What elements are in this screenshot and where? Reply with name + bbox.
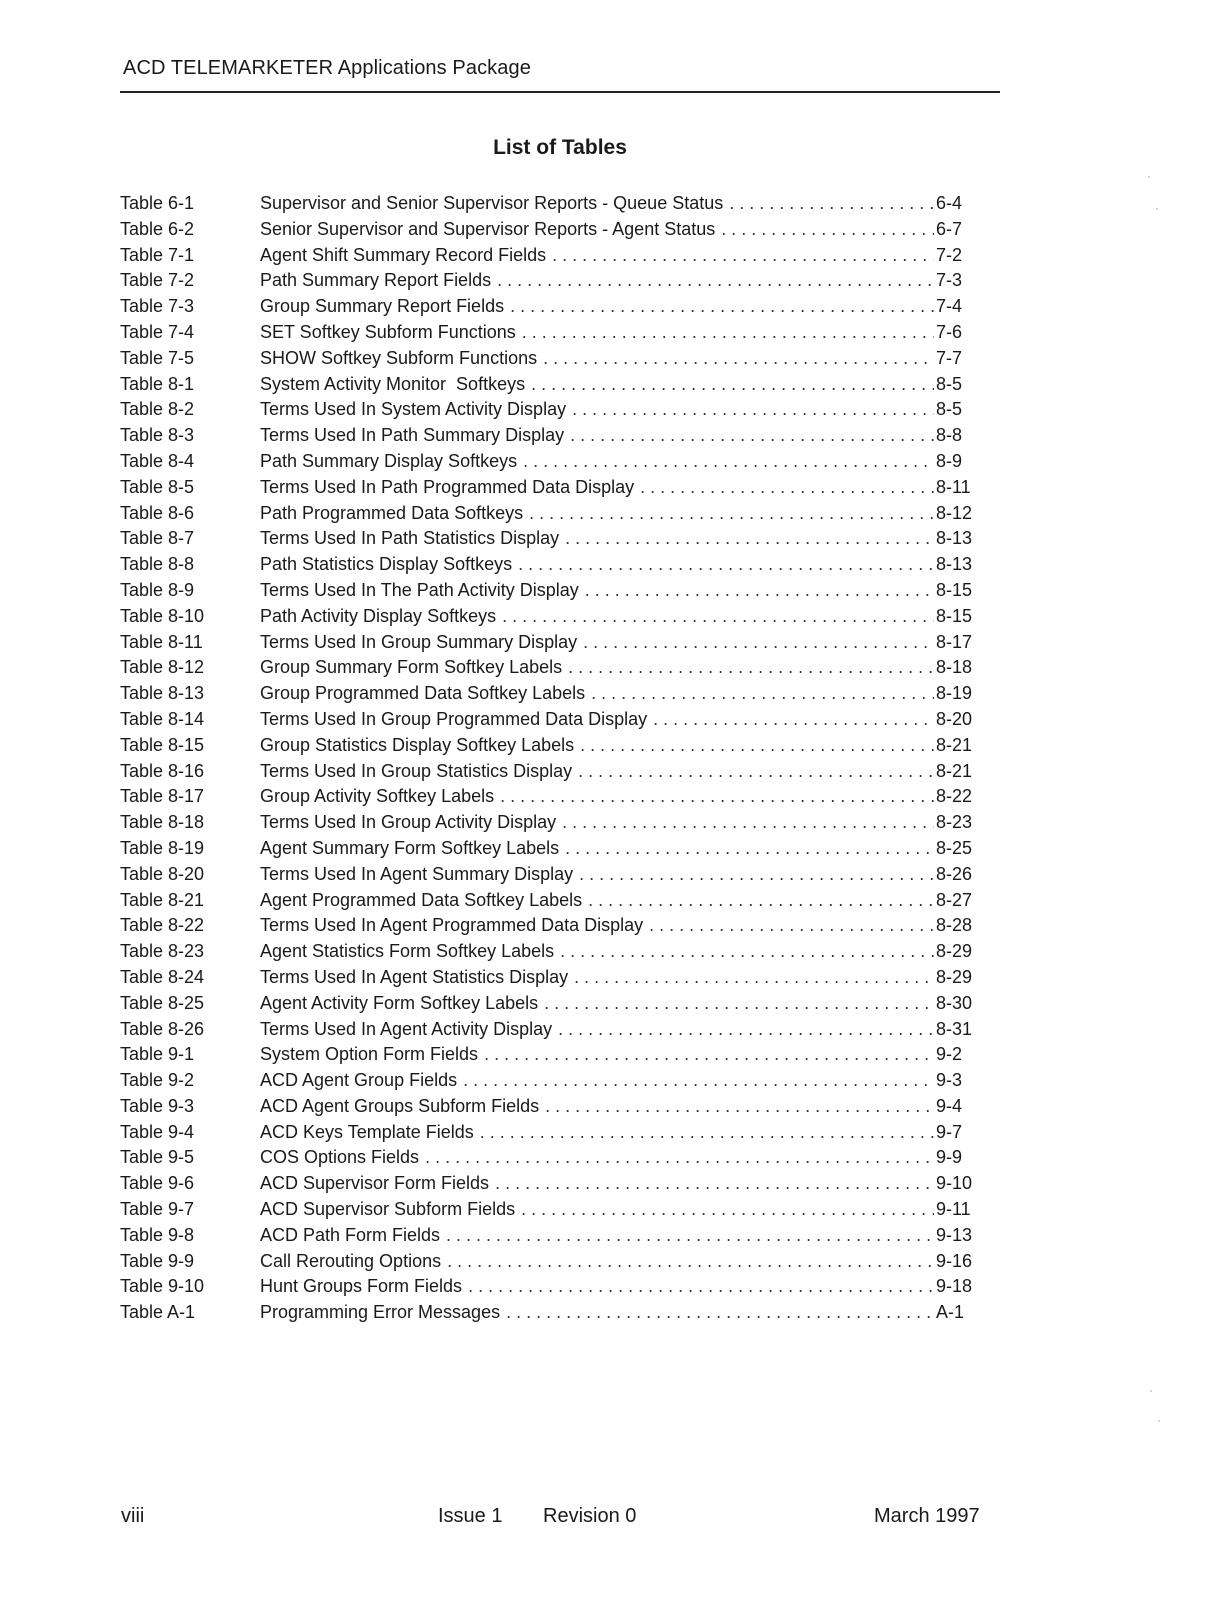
table-title: Path Statistics Display Softkeys — [260, 554, 513, 575]
table-number: Table 9-10 — [120, 1276, 205, 1297]
dot-leader — [588, 888, 934, 914]
page-reference: 8-29 — [936, 941, 973, 962]
list-item — [120, 243, 980, 269]
list-item — [120, 681, 980, 707]
list-item — [120, 501, 980, 527]
table-number: Table 9-5 — [120, 1147, 195, 1168]
table-number: Table 8-6 — [120, 502, 195, 523]
table-number: Table 8-24 — [120, 966, 205, 987]
page-reference: 7-7 — [936, 347, 963, 368]
list-item — [120, 733, 980, 759]
table-title: ACD Path Form Fields — [260, 1224, 441, 1245]
dot-leader — [583, 630, 934, 656]
list-of-tables — [120, 191, 980, 1326]
dot-leader — [510, 294, 934, 320]
list-item — [120, 913, 980, 939]
footer-page-number: viii — [121, 1505, 145, 1527]
list-item — [120, 655, 980, 681]
table-title: Terms Used In Group Programmed Data Display — [260, 708, 648, 729]
page-reference: 8-8 — [936, 425, 963, 446]
list-item — [120, 604, 980, 630]
dot-leader — [521, 1197, 934, 1223]
table-number: Table 8-8 — [120, 554, 195, 575]
list-item — [120, 1094, 980, 1120]
table-number: Table 9-2 — [120, 1070, 195, 1091]
table-title: Agent Summary Form Softkey Labels — [260, 837, 560, 858]
page-reference: 8-28 — [936, 915, 973, 936]
page-reference: 9-3 — [936, 1070, 963, 1091]
page-reference: 8-26 — [936, 863, 973, 884]
page-reference: 8-15 — [936, 605, 973, 626]
table-title: Path Activity Display Softkeys — [260, 605, 497, 626]
table-title: Supervisor and Senior Supervisor Reports - Queue Status — [260, 193, 724, 213]
table-title: Terms Used In System Activity Display — [260, 399, 567, 420]
list-item — [120, 217, 980, 243]
page-reference: 8-19 — [936, 683, 973, 704]
page-reference: 8-31 — [936, 1018, 973, 1039]
table-title: Terms Used In Path Statistics Display — [260, 528, 560, 549]
header-divider — [120, 91, 1000, 93]
page-reference: 8-27 — [936, 889, 973, 910]
list-item — [120, 1249, 980, 1275]
table-title: Group Programmed Data Softkey Labels — [260, 683, 586, 704]
table-title: Path Summary Display Softkeys — [260, 450, 518, 471]
dot-leader — [649, 913, 934, 939]
table-title: Terms Used In Agent Summary Display — [260, 863, 574, 884]
dot-leader — [522, 320, 934, 346]
table-number: Table 9-1 — [120, 1044, 195, 1065]
table-title: System Option Form Fields — [260, 1044, 479, 1065]
page-reference: 8-21 — [936, 734, 973, 755]
list-item — [120, 784, 980, 810]
page-reference: 9-9 — [936, 1147, 963, 1168]
page-reference: 8-13 — [936, 528, 973, 549]
table-number: Table 7-1 — [120, 244, 195, 265]
dot-leader — [529, 501, 934, 527]
table-number: Table 9-6 — [120, 1173, 195, 1194]
list-item — [120, 294, 980, 320]
list-item — [120, 862, 980, 888]
dot-leader — [578, 759, 934, 785]
table-title: Terms Used In Group Summary Display — [260, 631, 578, 652]
page-reference: 7-2 — [936, 244, 963, 265]
list-item — [120, 1145, 980, 1171]
list-item — [120, 552, 980, 578]
page-reference: 9-7 — [936, 1121, 963, 1142]
page-reference: 8-5 — [936, 399, 963, 420]
table-title: ACD Keys Template Fields — [260, 1121, 474, 1142]
page-reference: 8-12 — [936, 502, 973, 523]
list-item — [120, 526, 980, 552]
list-item — [120, 1042, 980, 1068]
table-title: Senior Supervisor and Supervisor Reports - Agent Status — [260, 218, 716, 239]
page-reference: 7-4 — [936, 296, 963, 317]
page-reference: 8-18 — [936, 657, 973, 678]
table-title: ACD Supervisor Form Fields — [260, 1173, 490, 1194]
table-number: Table 9-3 — [120, 1095, 195, 1116]
page-title: List of Tables — [493, 136, 627, 159]
page-reference: 8-20 — [936, 708, 973, 729]
dot-leader — [565, 836, 934, 862]
page-reference: 8-9 — [936, 450, 963, 471]
table-number: Table 7-2 — [120, 270, 195, 291]
dot-leader — [502, 604, 934, 630]
page-reference: 6-7 — [936, 218, 963, 239]
dot-leader — [570, 423, 934, 449]
list-item — [120, 346, 980, 372]
scan-speck — [1158, 1420, 1160, 1422]
dot-leader — [463, 1068, 934, 1094]
table-number: Table 8-3 — [120, 425, 195, 446]
page-reference: A-1 — [936, 1302, 965, 1323]
table-title: COS Options Fields — [260, 1147, 420, 1168]
list-item — [120, 707, 980, 733]
table-number: Table 7-3 — [120, 296, 195, 317]
dot-leader — [560, 939, 934, 965]
table-number: Table 8-22 — [120, 915, 205, 936]
table-number: Table 6-1 — [120, 193, 195, 213]
page-reference: 8-5 — [936, 373, 963, 394]
table-number: Table 8-5 — [120, 476, 195, 497]
scan-speck — [1156, 208, 1158, 210]
footer-revision: Revision 0 — [543, 1505, 637, 1527]
table-number: Table 8-20 — [120, 863, 205, 884]
dot-leader — [497, 268, 934, 294]
dot-leader — [721, 217, 934, 243]
page-reference: 9-16 — [936, 1250, 973, 1271]
table-title: Path Summary Report Fields — [260, 270, 492, 291]
table-title: SET Softkey Subform Functions — [260, 321, 516, 342]
table-title: ACD Agent Groups Subform Fields — [260, 1095, 540, 1116]
table-title: Group Summary Form Softkey Labels — [260, 657, 563, 678]
table-number: Table 8-9 — [120, 579, 195, 600]
table-title: Agent Activity Form Softkey Labels — [260, 992, 539, 1013]
list-item — [120, 578, 980, 604]
page-reference: 9-10 — [936, 1173, 973, 1194]
list-item — [120, 397, 980, 423]
list-item — [120, 1197, 980, 1223]
page-reference: 8-30 — [936, 992, 973, 1013]
dot-leader — [480, 1120, 934, 1146]
list-item — [120, 630, 980, 656]
table-title: Terms Used In Agent Statistics Display — [260, 966, 569, 987]
table-title: Agent Shift Summary Record Fields — [260, 244, 547, 265]
table-title: Path Programmed Data Softkeys — [260, 502, 524, 523]
table-title: Programming Error Messages — [260, 1302, 501, 1323]
page-reference: 8-11 — [936, 476, 971, 497]
table-title: Terms Used In The Path Activity Display — [260, 579, 579, 600]
page-reference: 8-15 — [936, 579, 973, 600]
list-item — [120, 1223, 980, 1249]
dot-leader — [572, 397, 934, 423]
list-item — [120, 1068, 980, 1094]
scan-speck — [1150, 1390, 1152, 1392]
list-item — [120, 836, 980, 862]
table-number: Table 8-12 — [120, 657, 205, 678]
page-reference: 9-4 — [936, 1095, 963, 1116]
dot-leader — [446, 1223, 934, 1249]
dot-leader — [484, 1042, 934, 1068]
table-number: Table 8-10 — [120, 605, 205, 626]
table-number: Table 8-7 — [120, 528, 195, 549]
list-item — [120, 449, 980, 475]
dot-leader — [574, 965, 934, 991]
table-number: Table 8-19 — [120, 837, 205, 858]
table-title: Group Activity Softkey Labels — [260, 786, 495, 807]
dot-leader — [544, 991, 934, 1017]
dot-leader — [558, 1017, 934, 1043]
table-number: Table 6-2 — [120, 218, 195, 239]
table-title: System Activity Monitor Softkeys — [260, 373, 526, 394]
dot-leader — [591, 681, 934, 707]
table-number: Table 7-5 — [120, 347, 195, 368]
table-title: Terms Used In Agent Programmed Data Display — [260, 915, 644, 936]
page-reference: 8-23 — [936, 812, 973, 833]
dot-leader — [565, 526, 934, 552]
table-number: Table 8-25 — [120, 992, 205, 1013]
list-item — [120, 991, 980, 1017]
page-reference: 7-6 — [936, 321, 963, 342]
dot-leader — [545, 1094, 934, 1120]
table-title: Terms Used In Path Summary Display — [260, 425, 565, 446]
list-item — [120, 475, 980, 501]
table-title: Terms Used In Path Programmed Data Display — [260, 476, 635, 497]
table-title: ACD Agent Group Fields — [260, 1070, 458, 1091]
dot-leader — [531, 372, 934, 398]
table-title: Group Statistics Display Softkey Labels — [260, 734, 575, 755]
table-title: Agent Programmed Data Softkey Labels — [260, 889, 583, 910]
list-item — [120, 1017, 980, 1043]
page-reference: 9-11 — [936, 1199, 971, 1220]
page-reference: 8-21 — [936, 760, 973, 781]
table-number: Table 8-13 — [120, 683, 205, 704]
table-number: Table 9-9 — [120, 1250, 195, 1271]
table-number: Table 8-18 — [120, 812, 205, 833]
list-item — [120, 191, 980, 217]
table-number: Table A-1 — [120, 1302, 196, 1323]
page-reference: 8-25 — [936, 837, 973, 858]
page-reference: 7-3 — [936, 270, 963, 291]
table-number: Table 8-26 — [120, 1018, 205, 1039]
list-item — [120, 1171, 980, 1197]
table-title: Group Summary Report Fields — [260, 296, 505, 317]
table-title: Call Rerouting Options — [260, 1250, 442, 1271]
dot-leader — [506, 1300, 934, 1326]
table-title: ACD Supervisor Subform Fields — [260, 1199, 516, 1220]
dot-leader — [580, 733, 934, 759]
footer-date: March 1997 — [874, 1505, 980, 1527]
page-reference: 9-13 — [936, 1224, 973, 1245]
dot-leader — [543, 346, 934, 372]
table-number: Table 8-16 — [120, 760, 205, 781]
table-title: Terms Used In Agent Activity Display — [260, 1018, 553, 1039]
page-reference: 8-13 — [936, 554, 973, 575]
dot-leader — [495, 1171, 934, 1197]
list-item — [120, 372, 980, 398]
page-reference: 6-4 — [936, 193, 963, 213]
dot-leader — [562, 810, 934, 836]
page-reference: 8-17 — [936, 631, 973, 652]
table-title: Hunt Groups Form Fields — [260, 1276, 463, 1297]
table-number: Table 9-7 — [120, 1199, 195, 1220]
table-number: Table 8-21 — [120, 889, 205, 910]
table-number: Table 8-14 — [120, 708, 205, 729]
list-item — [120, 939, 980, 965]
table-number: Table 9-4 — [120, 1121, 195, 1142]
dot-leader — [425, 1145, 934, 1171]
table-number: Table 8-17 — [120, 786, 205, 807]
list-item — [120, 759, 980, 785]
running-header: ACD TELEMARKETER Applications Package — [123, 57, 531, 79]
list-item — [120, 268, 980, 294]
list-item — [120, 423, 980, 449]
table-number: Table 8-2 — [120, 399, 195, 420]
table-number: Table 8-1 — [120, 373, 195, 394]
list-item — [120, 965, 980, 991]
page-reference: 9-18 — [936, 1276, 973, 1297]
list-item — [120, 810, 980, 836]
list-item — [120, 320, 980, 346]
page-reference: 8-29 — [936, 966, 973, 987]
list-item — [120, 1120, 980, 1146]
table-title: Agent Statistics Form Softkey Labels — [260, 941, 555, 962]
list-item — [120, 1300, 980, 1326]
table-number: Table 7-4 — [120, 321, 195, 342]
dot-leader — [579, 862, 934, 888]
dot-leader — [585, 578, 934, 604]
dot-leader — [468, 1274, 934, 1300]
dot-leader — [568, 655, 934, 681]
dot-leader — [729, 191, 934, 217]
table-title: SHOW Softkey Subform Functions — [260, 347, 538, 368]
scan-speck — [1148, 176, 1150, 178]
footer-issue: Issue 1 — [438, 1505, 503, 1527]
dot-leader — [653, 707, 934, 733]
page-reference: 8-22 — [936, 786, 973, 807]
dot-leader — [518, 552, 934, 578]
dot-leader — [640, 475, 934, 501]
list-item — [120, 1274, 980, 1300]
dot-leader — [447, 1249, 934, 1275]
dot-leader — [552, 243, 934, 269]
table-number: Table 8-23 — [120, 941, 205, 962]
table-number: Table 9-8 — [120, 1224, 195, 1245]
table-number: Table 8-15 — [120, 734, 205, 755]
dot-leader — [523, 449, 934, 475]
list-item — [120, 888, 980, 914]
table-number: Table 8-11 — [120, 631, 203, 652]
table-title: Terms Used In Group Statistics Display — [260, 760, 573, 781]
table-title: Terms Used In Group Activity Display — [260, 812, 557, 833]
dot-leader — [500, 784, 934, 810]
page-reference: 9-2 — [936, 1044, 963, 1065]
table-number: Table 8-4 — [120, 450, 195, 471]
